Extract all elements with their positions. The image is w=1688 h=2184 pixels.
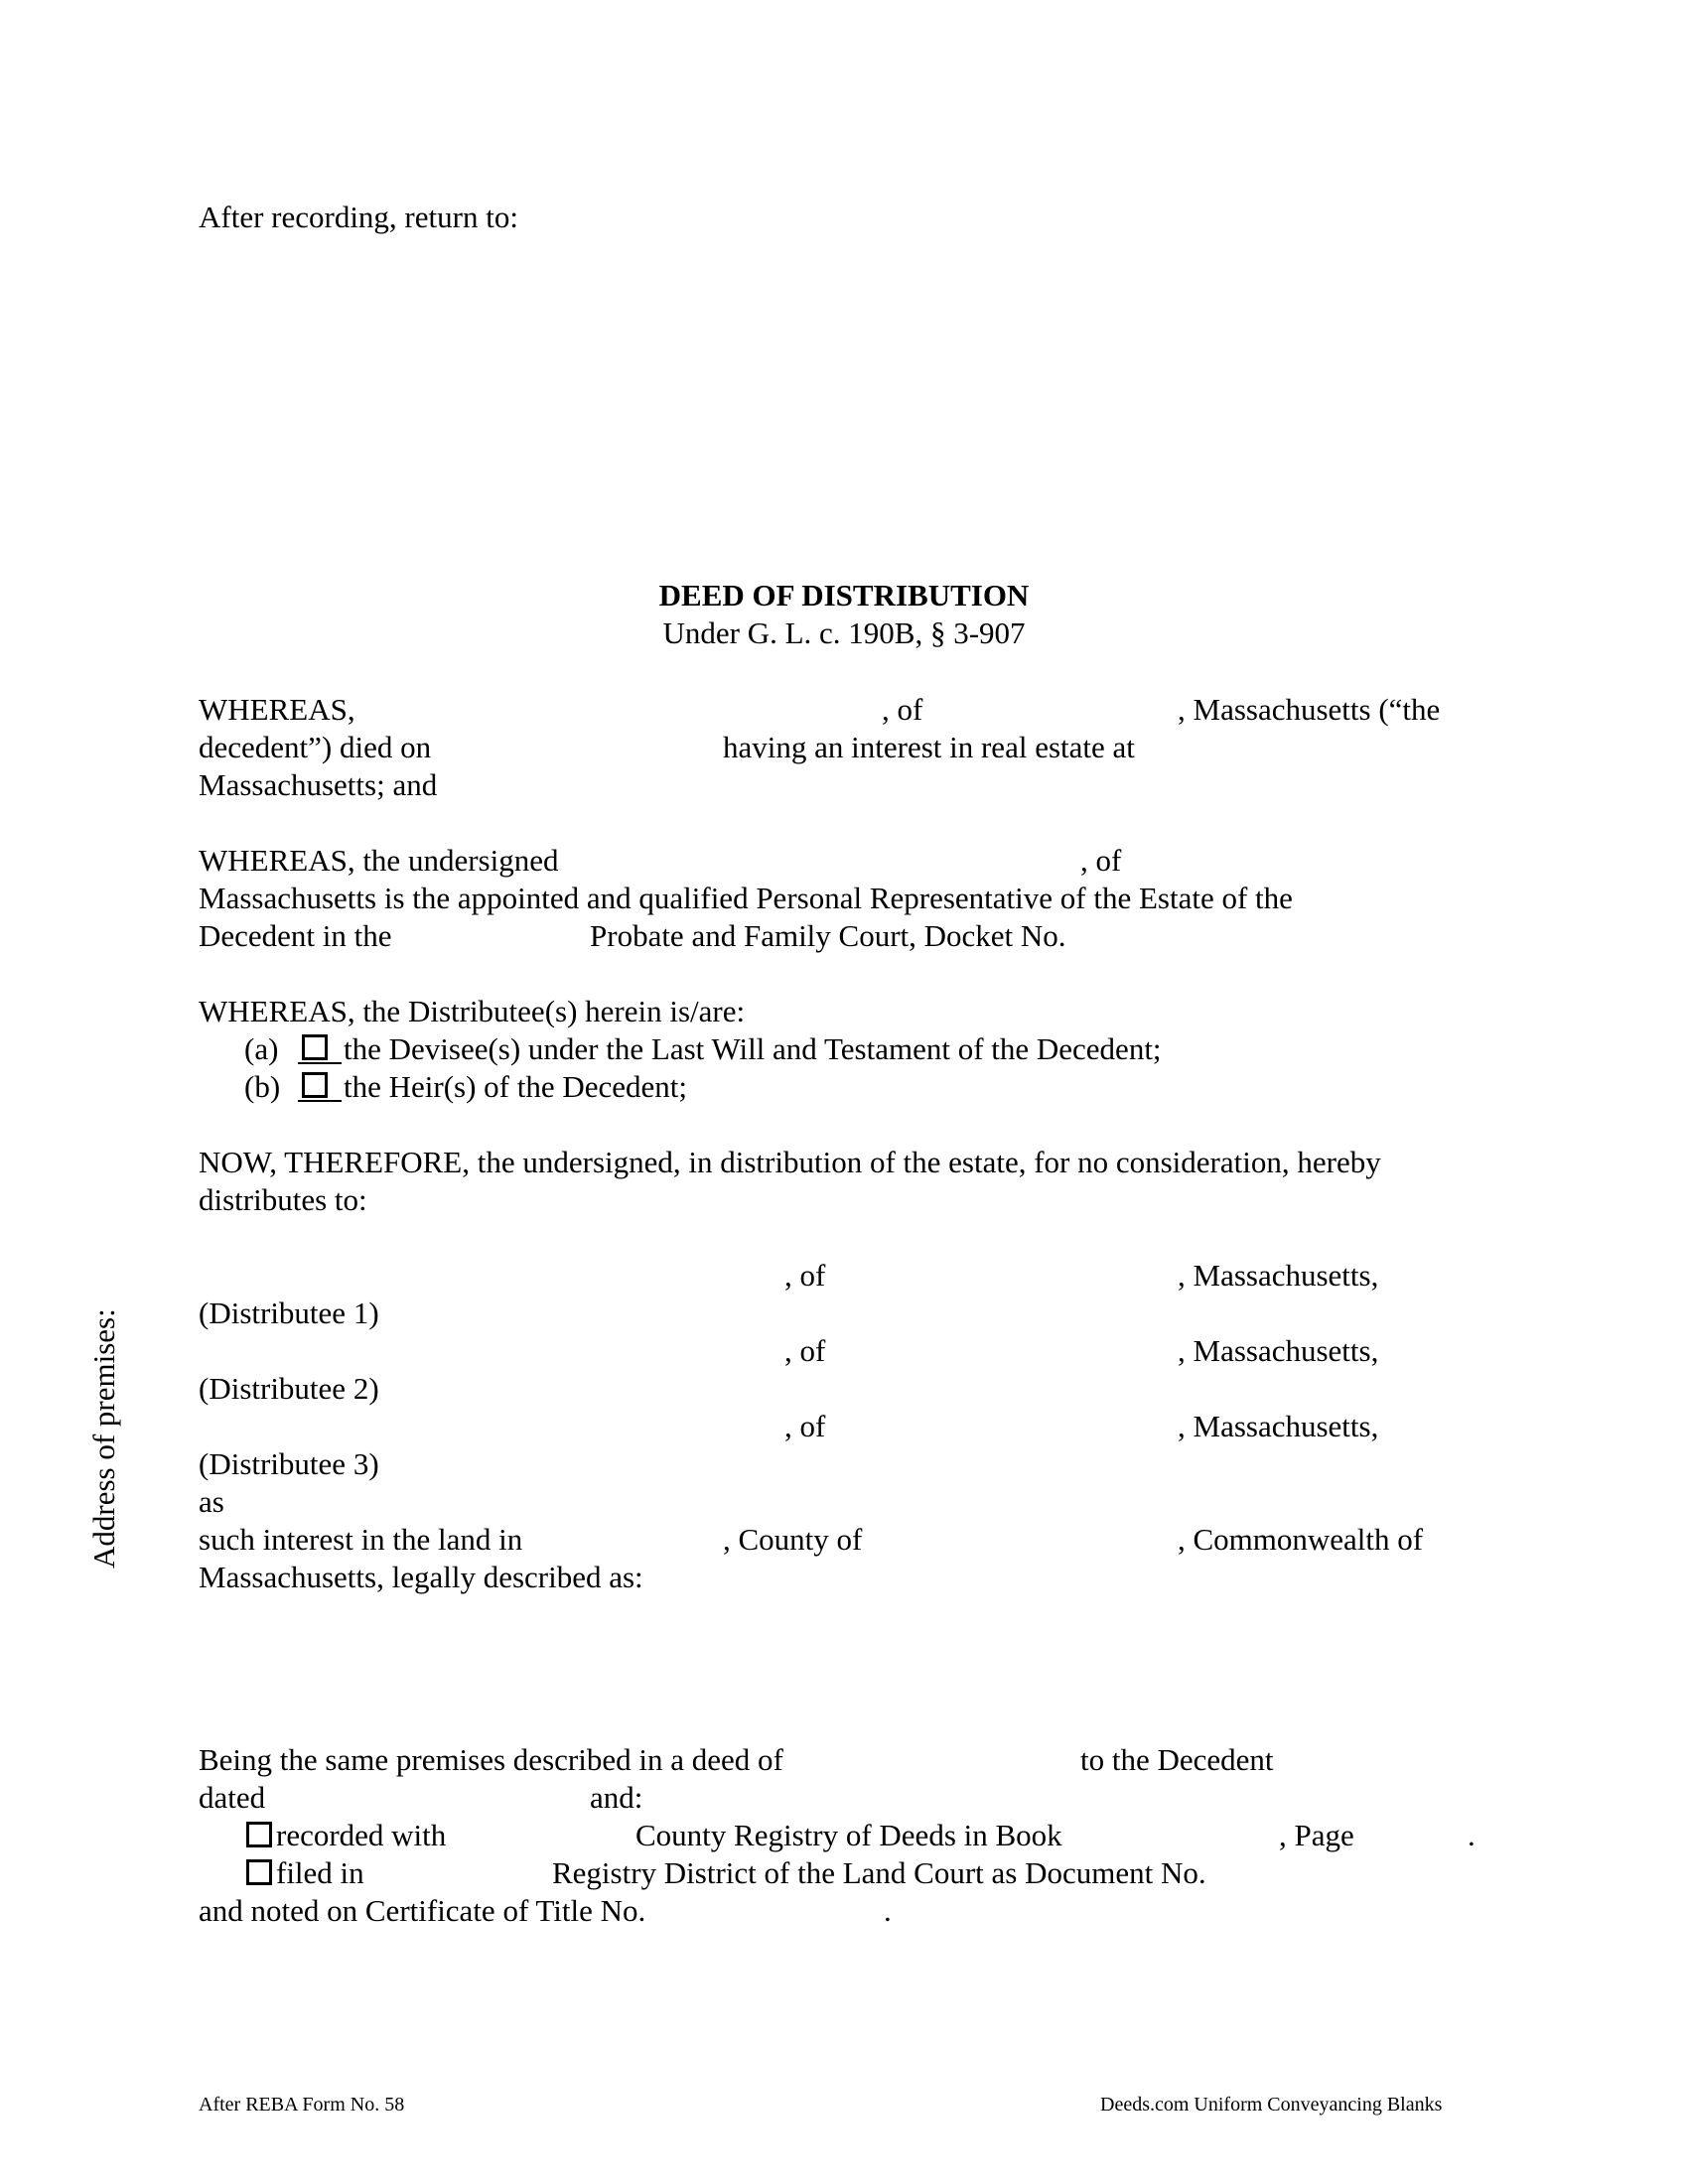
p2-decedent-in-the: Decedent in the [199, 918, 392, 953]
p2-probate-court: Probate and Family Court, Docket No. [590, 918, 1066, 953]
period-1: . [1468, 1818, 1476, 1852]
p1-massachusetts-and: Massachusetts; and [199, 767, 438, 802]
distributee-3-label: (Distributee 3) [199, 1446, 379, 1481]
distributee-1-label: (Distributee 1) [199, 1296, 379, 1330]
devisee-checkbox[interactable] [302, 1034, 328, 1060]
p1-of: , of [882, 692, 923, 727]
and-label: and: [590, 1780, 643, 1815]
return-to-label: After recording, return to: [199, 200, 518, 234]
option-b-text: the Heir(s) of the Decedent; [344, 1069, 688, 1104]
distributee-3-of: , of [784, 1409, 826, 1443]
distributee-1-massachusetts: , Massachusetts, [1178, 1258, 1379, 1293]
county-registry: County Registry of Deeds in Book [635, 1818, 1062, 1852]
now-therefore: NOW, THEREFORE, the undersigned, in distribution of the estate, for no consideration, hereby [199, 1145, 1381, 1179]
period-2: . [884, 1893, 892, 1928]
page-label: , Page [1279, 1818, 1354, 1852]
distributee-2-massachusetts: , Massachusetts, [1178, 1333, 1379, 1368]
document-title: DEED OF DISTRIBUTION [658, 578, 1030, 613]
being-same-premises: Being the same premises described in a deed of [199, 1742, 783, 1777]
option-a-text: the Devisee(s) under the Last Will and Testament of the Decedent; [344, 1031, 1162, 1066]
footer-right: Deeds.com Uniform Conveyancing Blanks [1100, 2094, 1443, 2116]
footer-left: After REBA Form No. 58 [199, 2094, 405, 2116]
whereas-undersigned: WHEREAS, the undersigned [199, 843, 559, 878]
distributee-2-of: , of [784, 1333, 826, 1368]
distributee-2-label: (Distributee 2) [199, 1371, 379, 1406]
recorded-checkbox[interactable] [246, 1822, 272, 1847]
option-b-underline [298, 1100, 342, 1102]
to-the-decedent: to the Decedent [1080, 1742, 1274, 1777]
filed-checkbox[interactable] [246, 1859, 272, 1885]
p1-having-interest: having an interest in real estate at [723, 730, 1135, 764]
option-a-underline [298, 1062, 342, 1064]
such-interest: such interest in the land in [199, 1522, 523, 1557]
p1-decedent-died-on: decedent”) died on [199, 730, 432, 764]
p1-massachusetts-the: , Massachusetts (“the [1178, 692, 1441, 727]
p2-of: , of [1080, 843, 1122, 878]
option-b-label: (b) [244, 1069, 281, 1104]
noted-on-certificate: and noted on Certificate of Title No. [199, 1893, 646, 1928]
legally-described: Massachusetts, legally described as: [199, 1560, 643, 1594]
as-label: as [199, 1484, 224, 1519]
option-a-label: (a) [244, 1031, 279, 1066]
distributee-3-massachusetts: , Massachusetts, [1178, 1409, 1379, 1443]
distributee-1-of: , of [784, 1258, 826, 1293]
dated-label: dated [199, 1780, 266, 1815]
whereas-1: WHEREAS, [199, 692, 355, 727]
recorded-with: recorded with [276, 1818, 447, 1852]
address-of-premises-label: Address of premises: [86, 1308, 121, 1569]
heir-checkbox[interactable] [302, 1072, 328, 1098]
p2-massachusetts-appointed: Massachusetts is the appointed and qualified Personal Representative of the Estate of the [199, 881, 1293, 915]
commonwealth-of: , Commonwealth of [1178, 1522, 1424, 1557]
registry-district: Registry District of the Land Court as Document No. [552, 1855, 1206, 1890]
filed-in: filed in [276, 1855, 364, 1890]
distributes-to: distributes to: [199, 1182, 367, 1217]
document-subtitle: Under G. L. c. 190B, § 3-907 [662, 615, 1026, 650]
whereas-distributees: WHEREAS, the Distributee(s) herein is/are: [199, 994, 746, 1028]
county-of: , County of [723, 1522, 863, 1557]
